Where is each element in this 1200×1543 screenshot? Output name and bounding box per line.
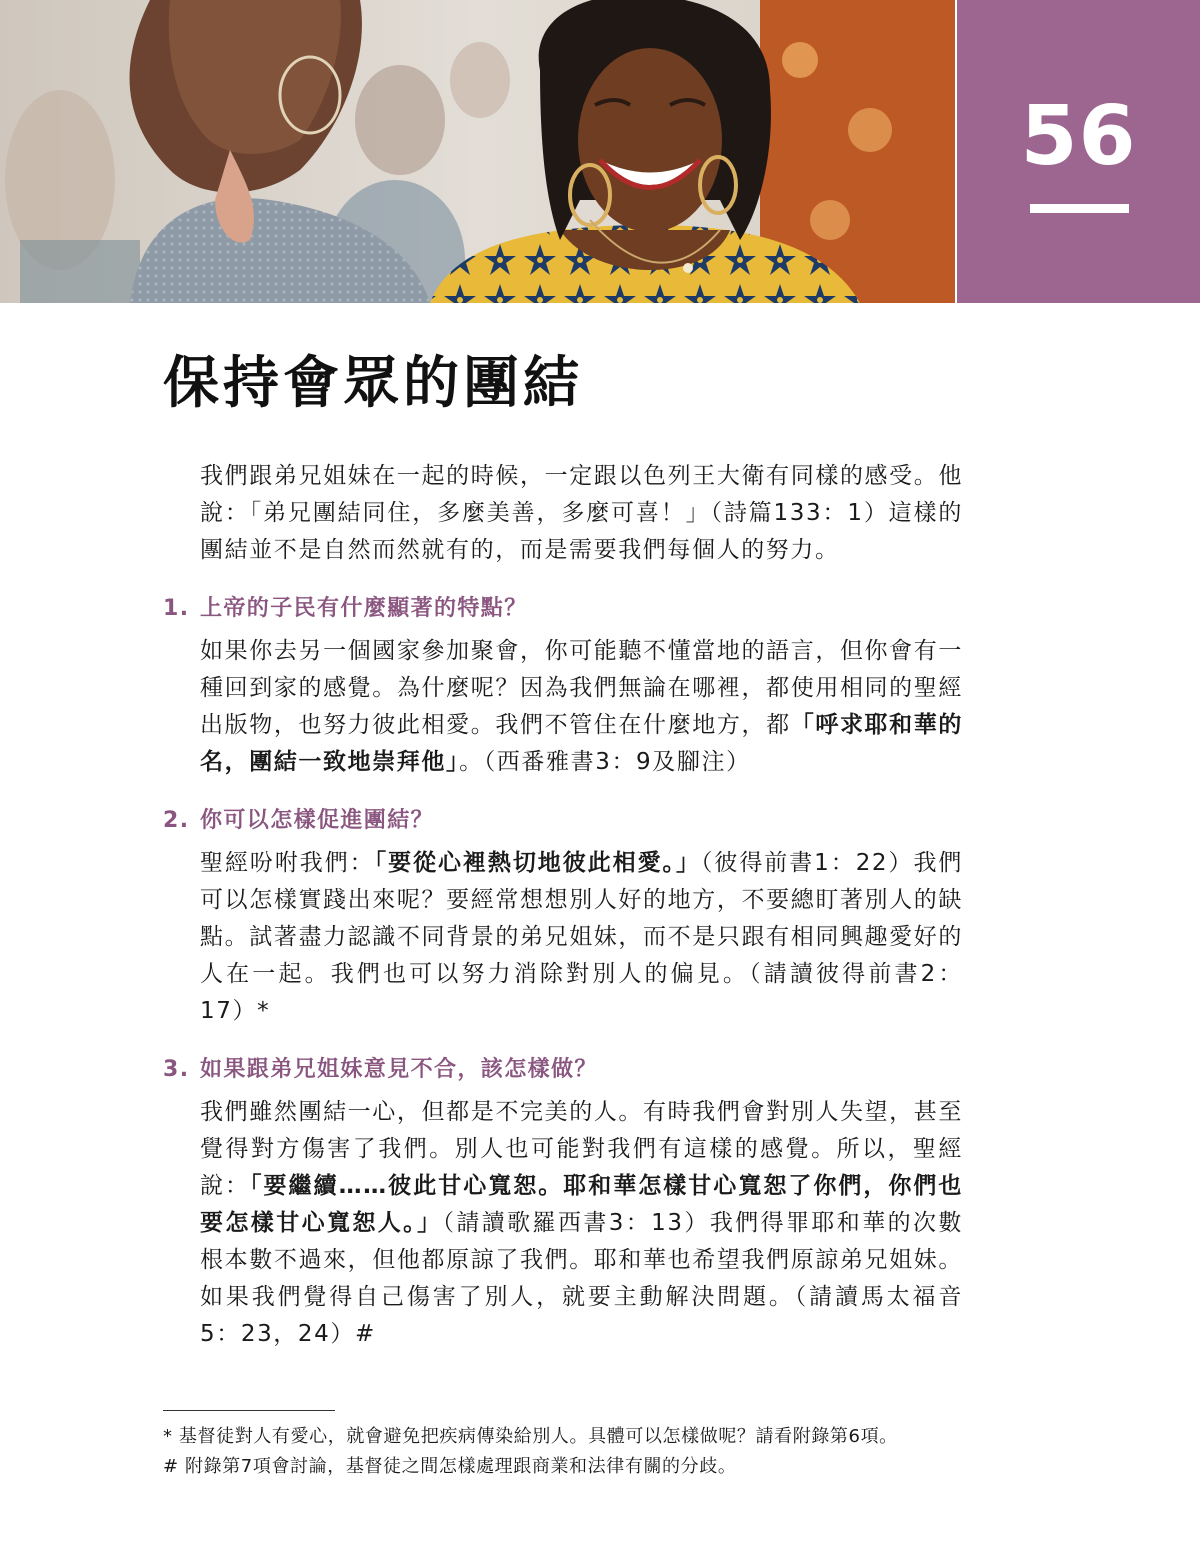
question-text: 如果跟弟兄姐妹意見不合，該怎樣做？: [200, 1057, 598, 1082]
paragraph-text: （彼得前書1：22）我們可以怎樣實踐出來呢？要經常想想別人好的地方，不要總盯著別人的缺點。試著盡力認識不同背景的弟兄姐妹，而不是只跟有相同興趣愛好的人在一起。我們也可以努力消除對別人的偏見。（請讀彼得前書2：17）*: [200, 850, 963, 1024]
footnote-2: # 附錄第7項會討論，基督徒之間怎樣處理跟商業和法律有關的分歧。: [163, 1456, 737, 1477]
page-title: 保持會眾的團結: [163, 351, 583, 416]
section-paragraph: [200, 845, 963, 1030]
section-1: [163, 593, 963, 781]
question-number: 1.: [163, 596, 190, 621]
paragraph-text: 如果你去另一個國家參加聚會，你可能聽不懂當地的語言，但你會有一種回到家的感覺。為什麼呢？因為我們無論在哪裡，都使用相同的聖經出版物，也努力彼此相愛。我們不管住在什麼地方，都: [200, 638, 963, 738]
scripture-quote: 「呼求耶和華的名，團結一致地崇拜他」: [200, 712, 963, 775]
footnote-divider: [163, 1410, 335, 1411]
scripture-quote: 「要繼續……彼此甘心寬恕。耶和華怎樣甘心寬恕了你們，你們也要怎樣甘心寬恕人。」: [200, 1173, 964, 1236]
footnotes: [163, 1422, 983, 1482]
question-text: 上帝的子民有什麼顯著的特點？: [200, 596, 528, 621]
question-heading: [163, 1054, 963, 1086]
paragraph-text: 聖經吩咐我們：: [200, 850, 375, 876]
lesson-number-underline: [1030, 204, 1129, 213]
section-paragraph: [200, 633, 963, 781]
scripture-quote: 「要從心裡熱切地彼此相愛。」: [374, 850, 701, 876]
question-text: 你可以怎樣促進團結？: [200, 808, 435, 833]
section-2: [163, 805, 963, 1030]
lesson-content: [163, 458, 963, 1353]
question-heading: [163, 805, 963, 837]
section-paragraph: [200, 1094, 963, 1353]
paragraph-text: （請讀歌羅西書3：13）我們得罪耶和華的次數根本數不過來，但他都原諒了我們。耶和華也希望我們原諒弟兄姐妹。如果我們覺得自己傷害了別人，就要主動解決問題。（請讀馬太福音5：23，24）#: [200, 1210, 963, 1347]
lesson-number: 56: [1020, 89, 1137, 184]
footnote-1: * 基督徒對人有愛心，就會避免把疾病傳染給別人。具體可以怎樣做呢？請看附錄第6項。: [163, 1426, 898, 1447]
section-3: [163, 1054, 963, 1353]
intro-paragraph: 我們跟弟兄姐妹在一起的時候，一定跟以色列王大衛有同樣的感受。他說：「弟兄團結同住，多麼美善，多麼可喜！」（詩篇133：1）這樣的團結並不是自然而然就有的，而是需要我們每個人的努力。: [200, 463, 963, 563]
lesson-number-box: [957, 0, 1200, 303]
paragraph-text: 。（西番雅書3：9及腳注）: [459, 749, 751, 775]
question-heading: [163, 593, 963, 625]
question-number: 2.: [163, 808, 190, 833]
photo-illustration: [0, 0, 955, 303]
question-number: 3.: [163, 1057, 190, 1082]
paragraph-text: 我們雖然團結一心，但都是不完美的人。有時我們會對別人失望，甚至覺得對方傷害了我們。別人也可能對我們有這樣的感覺。所以，聖經說：: [200, 1099, 963, 1199]
header-photo: [0, 0, 955, 303]
